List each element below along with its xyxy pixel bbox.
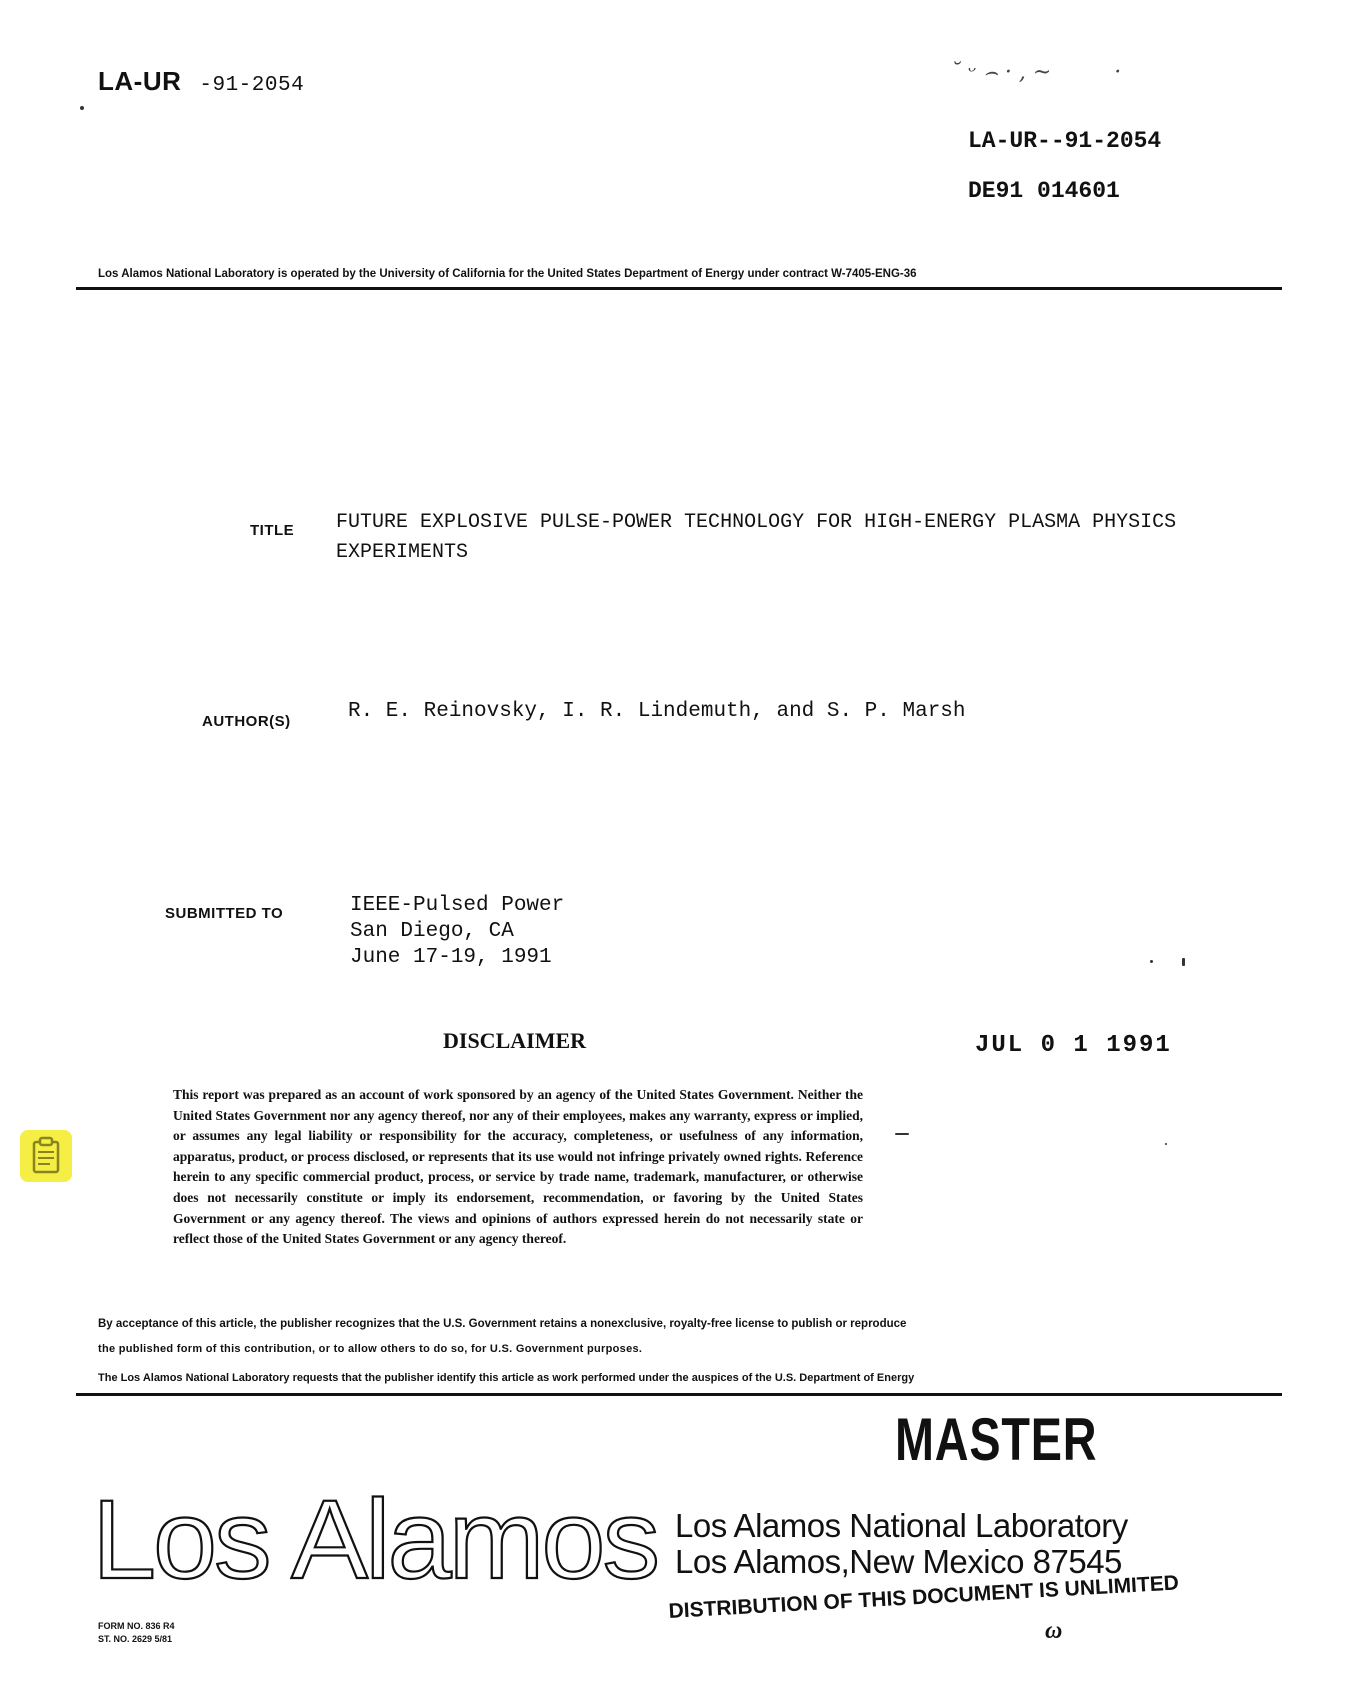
speck: [1182, 958, 1185, 966]
clipboard-note-icon[interactable]: [20, 1130, 72, 1182]
handwritten-initials: ω: [1045, 1618, 1063, 1644]
disclaimer-heading: DISCLAIMER: [443, 1028, 587, 1053]
document-id: LA-UR--91-2054: [968, 128, 1162, 154]
paper-title: FUTURE EXPLOSIVE PULSE-POWER TECHNOLOGY FOR HIGH-ENERGY PLASMA PHYSICS EXPERIMENTS: [336, 511, 1177, 564]
disclaimer-text: This report was prepared as an account of work sponsored by an agency of the United States Government. Neither the United States Government nor any agency thereof, nor any of their employees, makes any warranty, express or implied, or assumes any legal liability or responsibility for the accuracy, completeness, or usefulness of any information, apparatus, product, or process disclosed, or represents that its use would not infringe privately owned rights. Reference herein to any specific commercial product, process, or service by trade name, trademark, manufacturer, or otherwise does not necessarily constitute or imply its endorsement, recommendation, or favoring by the United States Government or any agency thereof. The views and opinions of authors expressed herein do not necessarily state or reflect those of the United States Government or any agency thereof.: [173, 1087, 863, 1247]
handwritten-scribble: ˘ ᵕ ⌢ · , ~ ·: [950, 60, 1122, 85]
distribution-stamp: DISTRIBUTION OF THIS DOCUMENT IS UNLIMITED: [668, 1571, 1180, 1623]
speck: [80, 106, 84, 110]
title-label: TITLE: [250, 522, 295, 539]
submitted-to-venue: [350, 893, 564, 971]
stock-number-line: ST. NO. 2629 5/81: [98, 1634, 173, 1644]
laboratory-city: Los Alamos,New Mexico 87545: [675, 1543, 1122, 1580]
bottom-divider: [76, 1393, 1282, 1396]
speck: [895, 1133, 909, 1135]
authors-label: AUTHOR(S): [202, 713, 291, 730]
speck: [1165, 1143, 1167, 1145]
form-number-line: FORM NO. 836 R4: [98, 1621, 175, 1631]
la-ur-header: [98, 66, 304, 97]
venue-dates: June 17-19, 1991: [350, 946, 552, 969]
laboratory-address: [675, 1508, 1128, 1580]
publisher-license-statement-cont: the published form of this contribution, or to allow others to do so, for U.S. Government purposes.: [98, 1343, 643, 1355]
speck: [1150, 960, 1153, 963]
la-ur-number: -91-2054: [199, 74, 305, 97]
authors-list: R. E. Reinovsky, I. R. Lindemuth, and S. P. Marsh: [348, 700, 966, 723]
venue-name: IEEE-Pulsed Power: [350, 894, 565, 917]
top-divider: [76, 287, 1282, 290]
submitted-to-label: SUBMITTED TO: [165, 905, 284, 922]
form-number: [98, 1620, 175, 1646]
venue-location: San Diego, CA: [350, 920, 514, 943]
clipboard-note-glyph: [20, 1130, 72, 1182]
auspices-request: The Los Alamos National Laboratory requests that the publisher identify this article as work performed under the auspices of the U.S. Department of Energy: [98, 1372, 915, 1384]
la-ur-prefix: LA-UR: [98, 66, 182, 96]
logo-text: Los Alamos: [92, 1486, 657, 1596]
operator-statement: Los Alamos National Laboratory is operated by the University of California for the United States Department of Energy under contract W-7405-ENG-36: [98, 268, 917, 280]
los-alamos-logo: [92, 1486, 662, 1596]
master-stamp: MASTER: [895, 1406, 1098, 1473]
laboratory-name: Los Alamos National Laboratory: [675, 1507, 1128, 1544]
received-date-stamp: JUL 0 1 1991: [975, 1032, 1172, 1059]
doe-number: DE91 014601: [968, 178, 1120, 204]
publisher-license-statement: By acceptance of this article, the publisher recognizes that the U.S. Government retains a nonexclusive, royalty-free license to publish or reproduce: [98, 1318, 907, 1330]
